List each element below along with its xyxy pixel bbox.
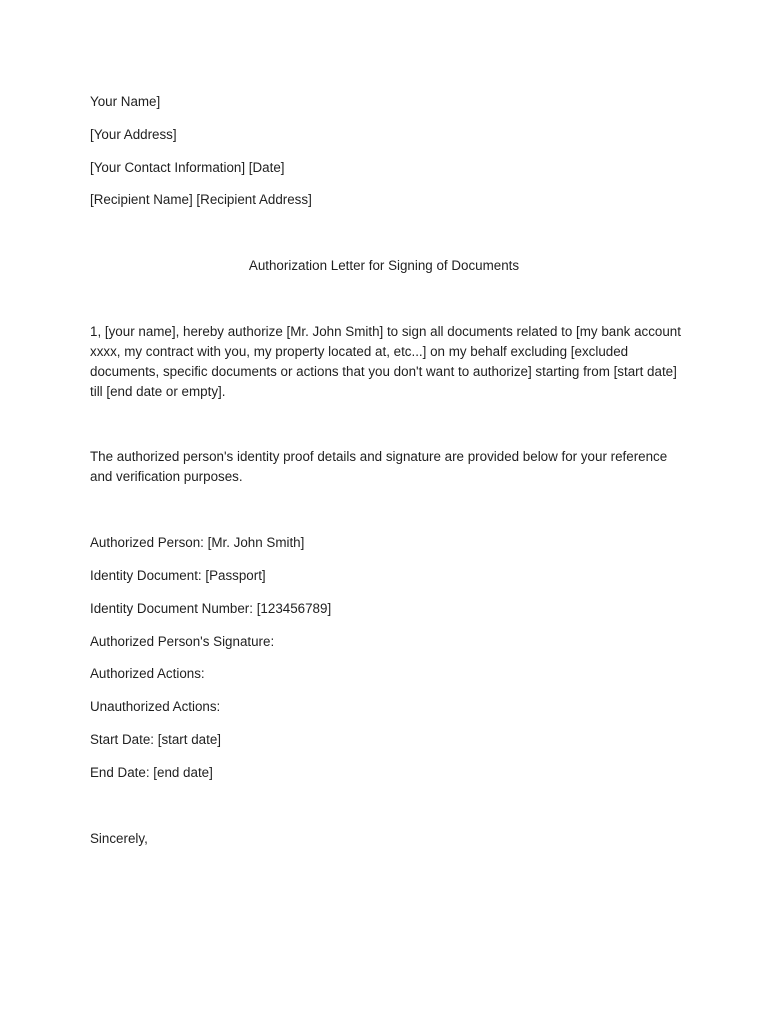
authorization-paragraph: 1, [your name], hereby authorize [Mr. John Smith] to sign all documents related to [my bank account xxxx, my contract with you, my property located at, etc...] on my behalf excluding [excluded documents, specific documents or actions that you don't want to authorize] starting from [start date] till [end date or empty]. xyxy=(90,324,681,399)
closing-salutation: Sincerely, xyxy=(90,831,148,846)
sender-name: Your Name] xyxy=(90,94,161,109)
authorized-actions-line: Authorized Actions: xyxy=(90,666,205,681)
identity-document-line: Identity Document: [Passport] xyxy=(90,568,266,583)
sender-address: [Your Address] xyxy=(90,127,177,142)
sender-contact-date: [Your Contact Information] [Date] xyxy=(90,160,285,175)
identity-number-line: Identity Document Number: [123456789] xyxy=(90,601,332,616)
letter-title: Authorization Letter for Signing of Documents xyxy=(248,258,520,273)
recipient-info: [Recipient Name] [Recipient Address] xyxy=(90,192,312,207)
end-date-line: End Date: [end date] xyxy=(90,765,213,780)
verification-paragraph: The authorized person's identity proof details and signature are provided below for your reference and verification purposes. xyxy=(90,449,668,484)
signature-line: Authorized Person's Signature: xyxy=(90,634,275,649)
authorized-person-line: Authorized Person: [Mr. John Smith] xyxy=(90,535,305,550)
start-date-line: Start Date: [start date] xyxy=(90,732,221,747)
unauthorized-actions-line: Unauthorized Actions: xyxy=(90,699,221,714)
